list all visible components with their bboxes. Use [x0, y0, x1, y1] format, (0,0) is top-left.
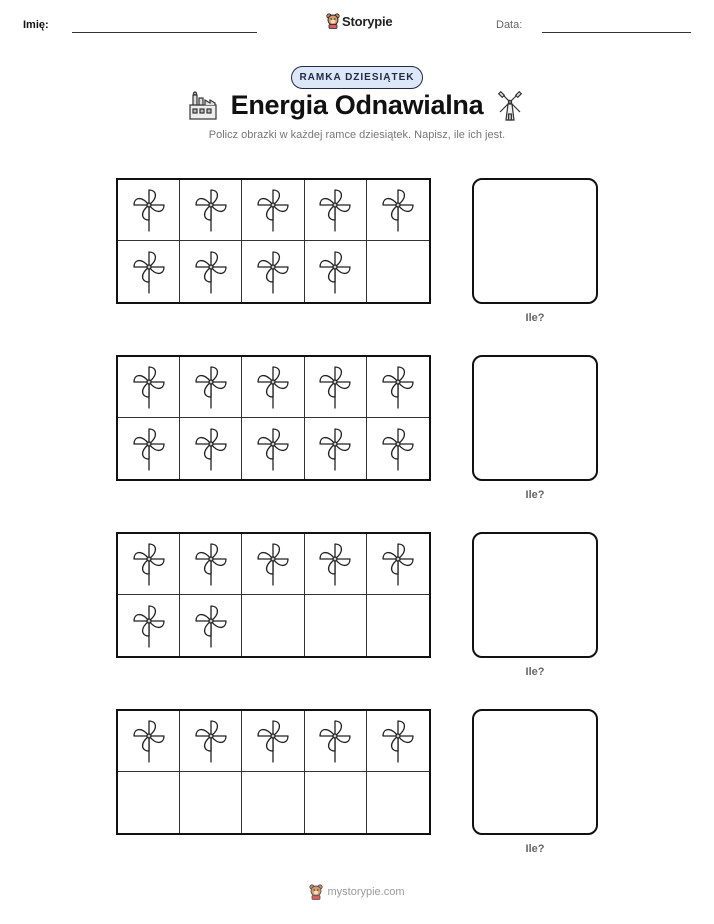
brand-name: Storypie: [342, 13, 393, 29]
ten-frame-cell: [118, 595, 180, 656]
pinwheel-icon: [256, 249, 290, 295]
ten-frame-cell: [305, 180, 367, 241]
pinwheel-icon: [132, 603, 166, 649]
worksheet-type-badge: RAMKA DZIESIĄTEK: [291, 66, 423, 89]
bear-mascot-icon: [309, 884, 323, 900]
answer-label: Ile?: [525, 312, 545, 324]
footer: [0, 884, 714, 900]
ten-frame-cell: [242, 772, 304, 833]
answer-box[interactable]: [472, 355, 598, 481]
ten-frame: [116, 355, 431, 481]
pinwheel-icon: [318, 364, 352, 410]
pinwheel-icon: [256, 187, 290, 233]
pinwheel-icon: [318, 426, 352, 472]
ten-frame-cell: [180, 241, 242, 302]
answer-label: Ile?: [525, 489, 545, 501]
pinwheel-icon: [194, 603, 228, 649]
pinwheel-icon: [256, 541, 290, 587]
ten-frame-cell: [305, 595, 367, 656]
ten-frame-cell: [118, 534, 180, 595]
pinwheel-icon: [318, 718, 352, 764]
ten-frame-cell: [180, 418, 242, 479]
ten-frame-cell: [367, 595, 429, 656]
windmill-icon: [495, 90, 525, 122]
pinwheel-icon: [194, 541, 228, 587]
ten-frame-cell: [242, 418, 304, 479]
pinwheel-icon: [318, 249, 352, 295]
ten-frame-cell: [180, 534, 242, 595]
ten-frame-cell: [367, 534, 429, 595]
ten-frame-cell: [305, 418, 367, 479]
bear-mascot-icon: [326, 13, 340, 29]
ten-frame-cell: [367, 180, 429, 241]
ten-frame-cell: [118, 418, 180, 479]
pinwheel-icon: [132, 426, 166, 472]
pinwheel-icon: [132, 187, 166, 233]
ten-frame-cell: [180, 711, 242, 772]
pinwheel-icon: [132, 364, 166, 410]
pinwheel-icon: [318, 541, 352, 587]
ten-frame-cell: [242, 595, 304, 656]
pinwheel-icon: [194, 364, 228, 410]
ten-frame-cell: [305, 241, 367, 302]
pinwheel-icon: [256, 426, 290, 472]
instructions-text: Policz obrazki w każdej ramce dziesiątek. Napisz, ile ich jest.: [208, 129, 506, 141]
ten-frame-cell: [367, 418, 429, 479]
pinwheel-icon: [381, 187, 415, 233]
ten-frame-cell: [118, 241, 180, 302]
answer-label: Ile?: [525, 843, 545, 855]
ten-frame-cell: [118, 711, 180, 772]
answer-box[interactable]: [472, 178, 598, 304]
ten-frame-cell: [305, 772, 367, 833]
ten-frame-cell: [305, 357, 367, 418]
pinwheel-icon: [194, 718, 228, 764]
pinwheel-icon: [256, 718, 290, 764]
footer-url: mystorypie.com: [327, 886, 405, 898]
date-field-line[interactable]: [542, 32, 691, 33]
brand-logo: [326, 13, 392, 29]
ten-frame-cell: [367, 711, 429, 772]
pinwheel-icon: [381, 541, 415, 587]
pinwheel-icon: [194, 249, 228, 295]
pinwheel-icon: [132, 541, 166, 587]
answer-box[interactable]: [472, 532, 598, 658]
pinwheel-icon: [381, 718, 415, 764]
ten-frame-cell: [118, 772, 180, 833]
ten-frame-cell: [242, 357, 304, 418]
pinwheel-icon: [132, 249, 166, 295]
ten-frame: [116, 532, 431, 658]
ten-frame-cell: [180, 595, 242, 656]
answer-box[interactable]: [472, 709, 598, 835]
ten-frame: [116, 709, 431, 835]
pinwheel-icon: [256, 364, 290, 410]
ten-frame-cell: [367, 357, 429, 418]
ten-frame-cell: [367, 772, 429, 833]
ten-frame-cell: [118, 180, 180, 241]
name-label: Imię:: [23, 19, 49, 31]
pinwheel-icon: [381, 364, 415, 410]
name-field-line[interactable]: [72, 32, 257, 33]
pinwheel-icon: [194, 187, 228, 233]
date-label: Data:: [496, 19, 523, 31]
ten-frame-cell: [305, 534, 367, 595]
pinwheel-icon: [194, 426, 228, 472]
ten-frame-cell: [180, 772, 242, 833]
pinwheel-icon: [381, 426, 415, 472]
ten-frame-cell: [242, 711, 304, 772]
ten-frame-cell: [180, 180, 242, 241]
ten-frame-cell: [242, 534, 304, 595]
pinwheel-icon: [132, 718, 166, 764]
ten-frame-cell: [242, 180, 304, 241]
pinwheel-icon: [318, 187, 352, 233]
page-title: Energia Odnawialna: [230, 90, 484, 120]
ten-frame-cell: [118, 357, 180, 418]
answer-label: Ile?: [525, 666, 545, 678]
ten-frame-cell: [180, 357, 242, 418]
ten-frame-cell: [367, 241, 429, 302]
ten-frame: [116, 178, 431, 304]
ten-frame-cell: [305, 711, 367, 772]
ten-frame-cell: [242, 241, 304, 302]
